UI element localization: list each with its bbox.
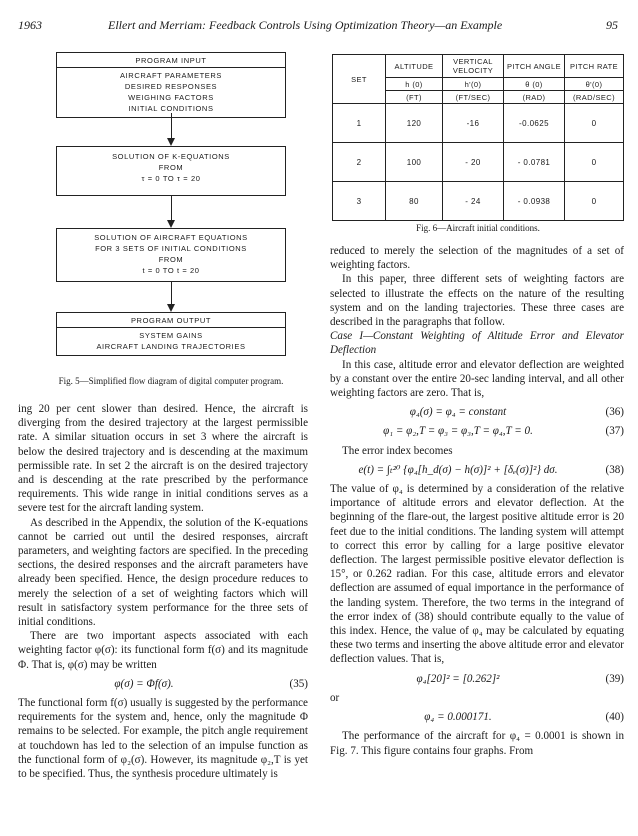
flow-box-line: SYSTEM GAINS: [139, 331, 203, 340]
table-row: [333, 104, 624, 143]
figure-caption-5: Fig. 5—Simplified flow diagram of digital computer program.: [58, 376, 284, 386]
page-number-left: 1963: [18, 18, 42, 32]
table-row: [333, 182, 624, 221]
body-paragraph: In this case, altitude error and elevator deflection are weighted by a constant over the entire 20-sec landing interval, and all other weighting factors are zero. That is,: [330, 358, 624, 400]
table-subheader: θ'(0): [565, 78, 624, 91]
table-cell: 80: [386, 182, 443, 221]
table-unit: (RAD/SEC): [565, 91, 624, 104]
equation-number: (39): [605, 672, 624, 685]
table-cell: 3: [333, 182, 386, 221]
equation-39: [330, 672, 624, 686]
running-header: [18, 18, 618, 36]
table-unit: (FT/SEC): [443, 91, 504, 104]
flow-box-k-equations: [56, 146, 286, 196]
table-cell: - 0.0938: [504, 182, 565, 221]
flow-box-line: AIRCRAFT PARAMETERS: [120, 71, 222, 80]
flow-diagram: [16, 50, 322, 370]
equation-number: (37): [605, 425, 624, 438]
table-unit: (FT): [386, 91, 443, 104]
table-subheader: h (0): [386, 78, 443, 91]
equation-body: e(t) = ∫ₜ²⁰ {φ₄[h_d(σ) − h(σ)]² + [δₑ(σ)]²} dσ.: [358, 463, 558, 476]
equation-36: [330, 405, 624, 419]
left-column: [18, 402, 308, 781]
flow-box-output: [56, 312, 286, 356]
equation-40: [330, 710, 624, 724]
running-title: Ellert and Merriam: Feedback Controls Using Optimization Theory—an Example: [108, 18, 503, 32]
body-paragraph: reduced to merely the selection of the magnitudes of a set of weighting factors.: [330, 245, 624, 272]
arrow-head-icon: [167, 138, 175, 146]
body-paragraph: The functional form f(σ) usually is suggested by the performance requirements for the system and, hence, only the magnitude Φ remains to be selected. For example, the pitch angle requirement at touchdown has led to the selection of an impulse function as the functional form of φ₂(σ). However, its magnitude φ₂,T is yet to be specified. Thus, the synthesis procedure ultimately is: [18, 697, 308, 781]
table-subheader: h'(0): [443, 78, 504, 91]
table-header: PITCH ANGLE: [504, 55, 565, 78]
section-heading: Case I—Constant Weighting of Altitude Error and Elevator Deflection: [330, 330, 624, 357]
body-paragraph: As described in the Appendix, the solution of the K-equations cannot be carried out until the desired responses, aircraft parameters, and weighting factors are specified. In the preceding sections, the desired responses and the aircraft parameters have already been specified. Hence, the design procedure reduces to merely the selection of a set of weighting factors which will result in satisfactory system performance for the three sets of initial conditions.: [18, 516, 308, 629]
equation-number: (36): [605, 406, 624, 419]
table-cell: 0: [565, 143, 624, 182]
table-unit: (RAD): [504, 91, 565, 104]
flow-box-line: t = 0 TO t = 20: [142, 266, 200, 275]
equation-35: [18, 677, 308, 691]
flow-box-line: AIRCRAFT LANDING TRAJECTORIES: [96, 342, 246, 351]
table-cell: - 20: [443, 143, 504, 182]
body-paragraph: In this paper, three different sets of weighting factors are selected to illustrate the effects on the nature of the resulting system and on the landing trajectories. These three cases are described in the paragraphs that follow.: [330, 273, 624, 329]
table-cell: -0.0625: [504, 104, 565, 143]
arrow-head-icon: [167, 304, 175, 312]
flow-box-line: FROM: [158, 163, 184, 172]
flow-box-line: SOLUTION OF K-EQUATIONS: [112, 152, 230, 161]
table-header: SET: [333, 55, 386, 104]
equation-38: [330, 463, 624, 477]
equation-number: (40): [605, 711, 624, 724]
flow-box-line: INITIAL CONDITIONS: [128, 104, 214, 113]
figure-caption-6: Fig. 6—Aircraft initial conditions.: [416, 223, 540, 233]
equation-body: φ₄(σ) = φ₄ = constant: [409, 406, 507, 419]
equation-body: φ(σ) = Φf(σ).: [114, 677, 174, 690]
flow-box-line: DESIRED RESPONSES: [124, 82, 218, 91]
body-paragraph: ing 20 per cent slower than desired. Hence, the aircraft is diverging from the desired trajectory at the largest permissible rate. A similar situation occurs in set 3 where the aircraft is below the desired trajectory and is descending at the maximum permissible rate. In set 2 the aircraft is on the desired trajectory and is descending at the rate prescribed by the performance requirements. This wide range in initial conditions serves as a severe test for the aircraft landing system.: [18, 403, 308, 515]
flow-box-title: PROGRAM OUTPUT: [57, 313, 285, 328]
table-cell: 100: [386, 143, 443, 182]
equation-number: (38): [605, 463, 624, 476]
equation-number: (35): [289, 677, 308, 690]
body-text-or: or: [330, 691, 340, 704]
table-subheader: θ (0): [504, 78, 565, 91]
table-header: ALTITUDE: [386, 55, 443, 78]
equation-37: [330, 424, 624, 438]
table-cell: 1: [333, 104, 386, 143]
equation-body: φ₄ = 0.000171.: [424, 711, 492, 724]
page-number-right: 95: [606, 18, 618, 32]
table-cell: - 0.0781: [504, 143, 565, 182]
flow-box-title: PROGRAM INPUT: [57, 53, 285, 68]
initial-conditions-table: [332, 54, 624, 221]
body-paragraph: The error index becomes: [342, 444, 453, 457]
flow-box-line: FROM: [158, 255, 184, 264]
table-cell: - 24: [443, 182, 504, 221]
table-header: PITCH RATE: [565, 55, 624, 78]
flow-box-aircraft-equations: [56, 228, 286, 282]
table-cell: 0: [565, 104, 624, 143]
flow-box-line: SOLUTION OF AIRCRAFT EQUATIONS: [94, 233, 248, 242]
flow-box-line: FOR 3 SETS OF INITIAL CONDITIONS: [95, 244, 247, 253]
table-cell: -16: [443, 104, 504, 143]
table-cell: 0: [565, 182, 624, 221]
equation-body: φ₁ = φ₂,T = φ₃ = φ₃,T = φ₄,T = 0.: [383, 425, 533, 438]
table-header: VERTICAL VELOCITY: [443, 55, 504, 78]
flow-box-line: τ = 0 TO τ = 20: [141, 174, 201, 183]
arrow-head-icon: [167, 220, 175, 228]
flow-box-line: WEIGHING FACTORS: [128, 93, 214, 102]
table-cell: 2: [333, 143, 386, 182]
table-cell: 120: [386, 104, 443, 143]
equation-body: φ₄[20]² = [0.262]²: [416, 672, 500, 685]
flow-box-input: [56, 52, 286, 118]
body-paragraph: There are two important aspects associated with each weighting factor φ(σ): its functional form f(σ) and its magnitude Φ. That is, φ(σ) may be written: [18, 630, 308, 671]
table-row: [333, 143, 624, 182]
body-paragraph: The performance of the aircraft for φ₄ = 0.0001 is shown in Fig. 7. This figure contains four graphs. From: [330, 730, 624, 757]
body-paragraph: The value of φ₄ is determined by a consideration of the relative importance of altitude errors and elevator deflection. At the beginning of the flare-out, the largest positive altitude error is 20 feet due to the initial conditions. The landing system will attempt to correct this error by calling for a large positive elevator deflection. The largest permissible positive elevator deflection is 15°, or 0.262 radian. For this case, altitude errors and elevator deflection are assumed of equal importance in the performance of the landing system. Therefore, the two terms in the integrand of the error index of (38) should contribute equally to the value of this index. Hence, the value of φ₄ may be calculated by equating these two terms and inserting the above altitude error and elevator deflection values. That is,: [330, 483, 624, 666]
right-column: [330, 244, 624, 758]
